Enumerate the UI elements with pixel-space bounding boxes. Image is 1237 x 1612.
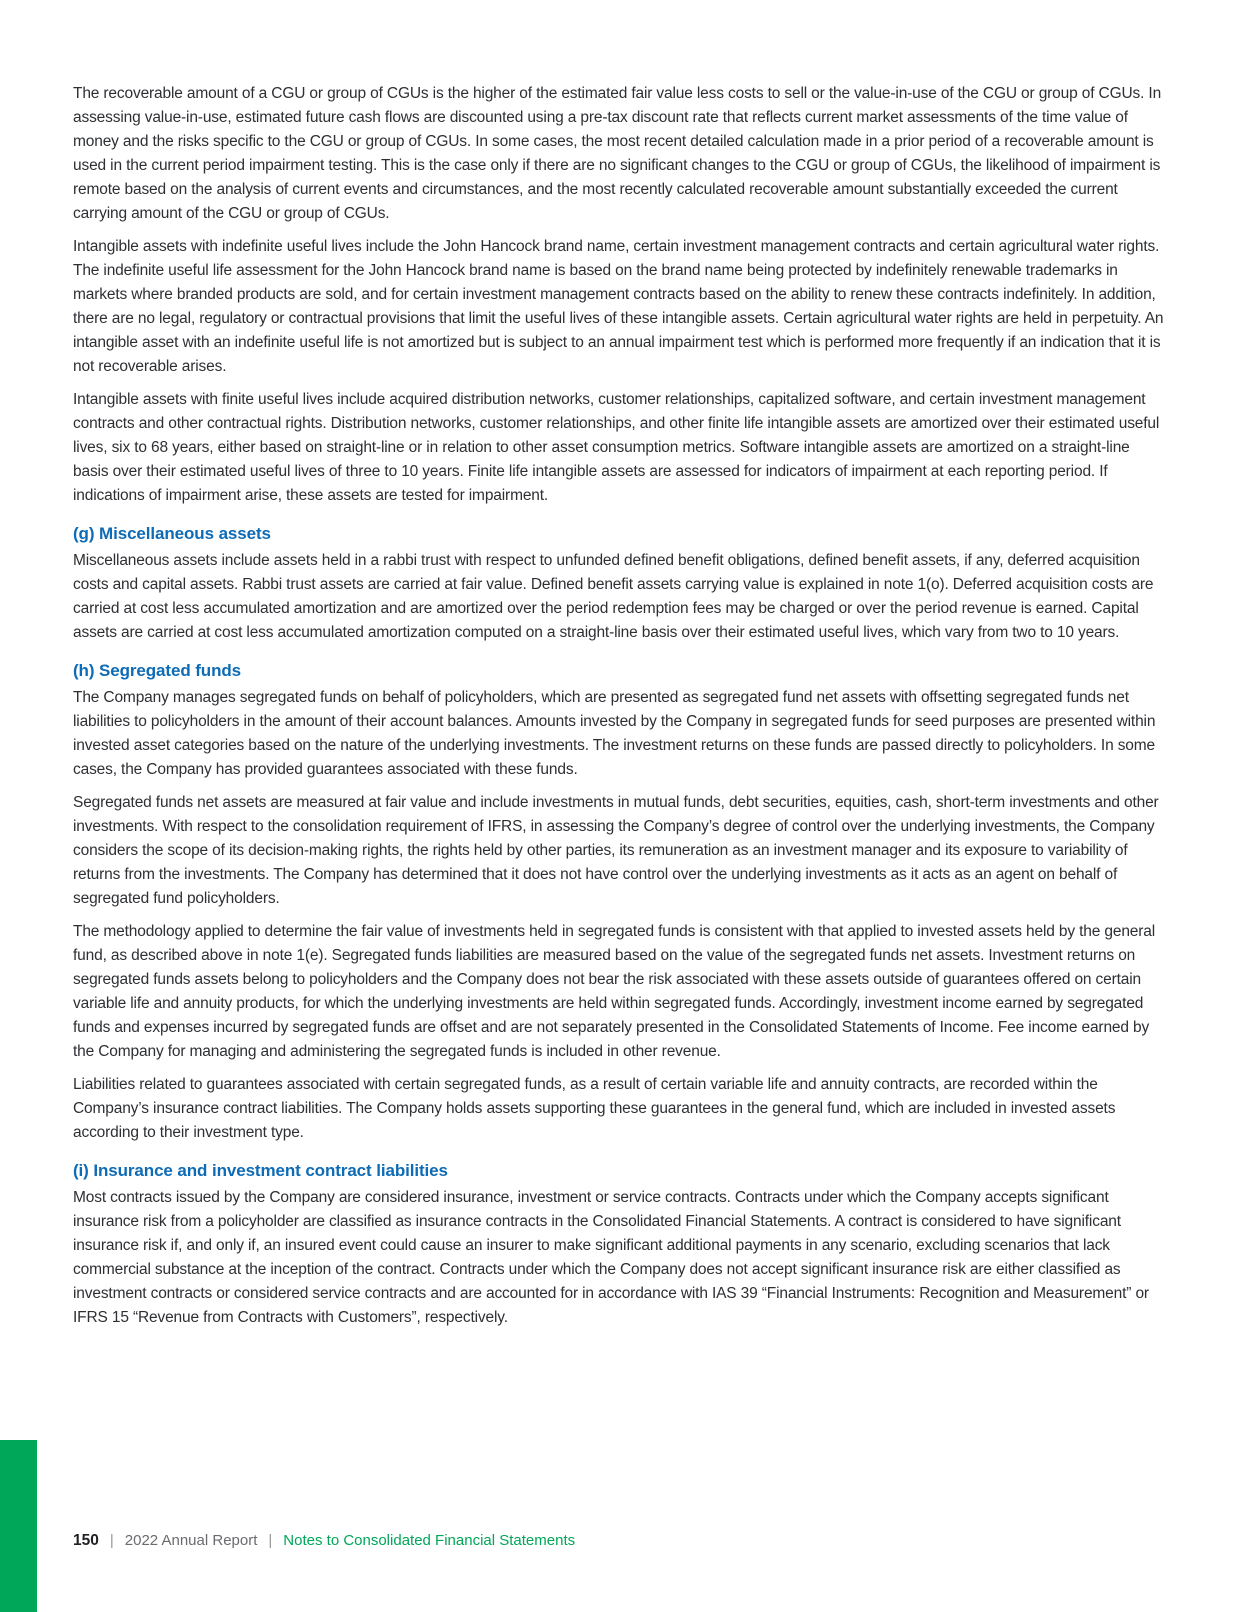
- paragraph-indefinite-intangibles: Intangible assets with indefinite useful lives include the John Hancock brand name, certain investment management contracts and certain agricultural water rights. The indefinite useful life assessment for the John Hancock brand name is based on the brand name being protected by indefinitely renewable trademarks in markets where branded products are sold, and for certain investment management contracts based on the ability to renew these contracts indefinitely. In addition, there are no legal, regulatory or contractual provisions that limit the useful lives of these intangible assets. Certain agricultural water rights are held in perpetuity. An intangible asset with an indefinite useful life is not amortized but is subject to an annual impairment test which is performed more frequently if an indication that it is not recoverable arises.: [73, 238, 1164, 375]
- footer-section-title: Notes to Consolidated Financial Statements: [283, 1532, 576, 1549]
- paragraph-segregated-funds-management: The Company manages segregated funds on behalf of policyholders, which are presented as segregated fund net assets with offsetting segregated funds net liabilities to policyholders in the amount of their account balances. Amounts invested by the Company in segregated funds for seed purposes are presented within invested asset categories based on the nature of the underlying investments. The investment returns on these funds are passed directly to policyholders. In some cases, the Company has provided guarantees associated with these funds.: [73, 689, 1156, 778]
- heading-insurance-investment-contract-liabilities: (i) Insurance and investment contract liabilities: [73, 1161, 448, 1180]
- paragraph-segregated-funds-fair-value: Segregated funds net assets are measured at fair value and include investments in mutual funds, debt securities, equities, cash, short-term investments and other investments. With respect to the consolidation requirement of IFRS, in assessing the Company’s degree of control over the underlying investments, the Company considers the scope of its decision-making rights, the rights held by other parties, its remuneration as an investment manager and its exposure to variability of returns from the investments. The Company has determined that it does not have control over the underlying investments as it acts as an agent on behalf of segregated fund policyholders.: [73, 794, 1159, 907]
- paragraph-finite-intangibles: Intangible assets with finite useful lives include acquired distribution networks, customer relationships, capitalized software, and certain investment management contracts and other contractual rights. Distribution networks, customer relationships, and other finite life intangible assets are amortized over their estimated useful lives, six to 68 years, either based on straight-line or in relation to other asset consumption metrics. Software intangible assets are amortized on a straight-line basis over their estimated useful lives of three to 10 years. Finite life intangible assets are assessed for indicators of impairment at each reporting period. If indications of impairment arise, these assets are tested for impairment.: [73, 391, 1160, 504]
- footer-separator: |: [109, 1532, 114, 1549]
- heading-segregated-funds: (h) Segregated funds: [73, 661, 242, 680]
- footer-report-title: 2022 Annual Report: [124, 1532, 258, 1549]
- footer-separator: |: [268, 1532, 273, 1549]
- paragraph-miscellaneous-assets: Miscellaneous assets include assets held in a rabbi trust with respect to unfunded defined benefit obligations, defined benefit assets, if any, deferred acquisition costs and capital assets. Rabbi trust assets are carried at fair value. Defined benefit assets carrying value is explained in note 1(o). Deferred acquisition costs are carried at cost less accumulated amortization and are amortized over the period redemption fees may be charged or over the period revenue is earned. Capital assets are carried at cost less accumulated amortization computed on a straight-line basis over their estimated useful lives, which vary from two to 10 years.: [73, 552, 1154, 641]
- page-body-text: [73, 82, 1168, 1339]
- heading-miscellaneous-assets: (g) Miscellaneous assets: [73, 524, 271, 543]
- page-footer: [73, 1532, 575, 1550]
- paragraph-segregated-funds-guarantees: Liabilities related to guarantees associated with certain segregated funds, as a result of certain variable life and annuity contracts, are recorded within the Company’s insurance contract liabilities. The Company holds assets supporting these guarantees in the general fund, which are included in invested assets according to their investment type.: [73, 1076, 1116, 1141]
- paragraph-insurance-contracts-classification: Most contracts issued by the Company are considered insurance, investment or service contracts. Contracts under which the Company accepts significant insurance risk from a policyholder are classified as insurance contracts in the Consolidated Financial Statements. A contract is considered to have significant insurance risk if, and only if, an insured event could cause an insurer to make significant additional payments in any scenario, excluding scenarios that lack commercial substance at the inception of the contract. Contracts under which the Company does not accept significant insurance risk are either classified as investment contracts or considered service contracts and are accounted for in accordance with IAS 39 “Financial Instruments: Recognition and Measurement” or IFRS 15 “Revenue from Contracts with Customers”, respectively.: [73, 1189, 1149, 1326]
- paragraph-cgu-recoverable-amount: The recoverable amount of a CGU or group of CGUs is the higher of the estimated fair value less costs to sell or the value-in-use of the CGU or group of CGUs. In assessing value-in-use, estimated future cash flows are discounted using a pre-tax discount rate that reflects current market assessments of the time value of money and the risks specific to the CGU or group of CGUs. In some cases, the most recent detailed calculation made in a prior period of a recoverable amount is used in the current period impairment testing. This is the case only if there are no significant changes to the CGU or group of CGUs, the likelihood of impairment is remote based on the analysis of current events and circumstances, and the most recently calculated recoverable amount substantially exceeded the current carrying amount of the CGU or group of CGUs.: [73, 85, 1162, 222]
- paragraph-segregated-funds-methodology: The methodology applied to determine the fair value of investments held in segregated funds is consistent with that applied to invested assets held by the general fund, as described above in note 1(e). Segregated funds liabilities are measured based on the value of the segregated funds net assets. Investment returns on segregated funds assets belong to policyholders and the Company does not bear the risk associated with these assets outside of guarantees offered on certain variable life and annuity products, for which the underlying investments are held within segregated funds. Accordingly, investment income earned by segregated funds and expenses incurred by segregated funds are offset and are not separately presented in the Consolidated Statements of Income. Fee income earned by the Company for managing and administering the segregated funds is included in other revenue.: [73, 923, 1156, 1060]
- page-number: 150: [73, 1532, 99, 1549]
- green-accent-bar: [0, 1440, 37, 1612]
